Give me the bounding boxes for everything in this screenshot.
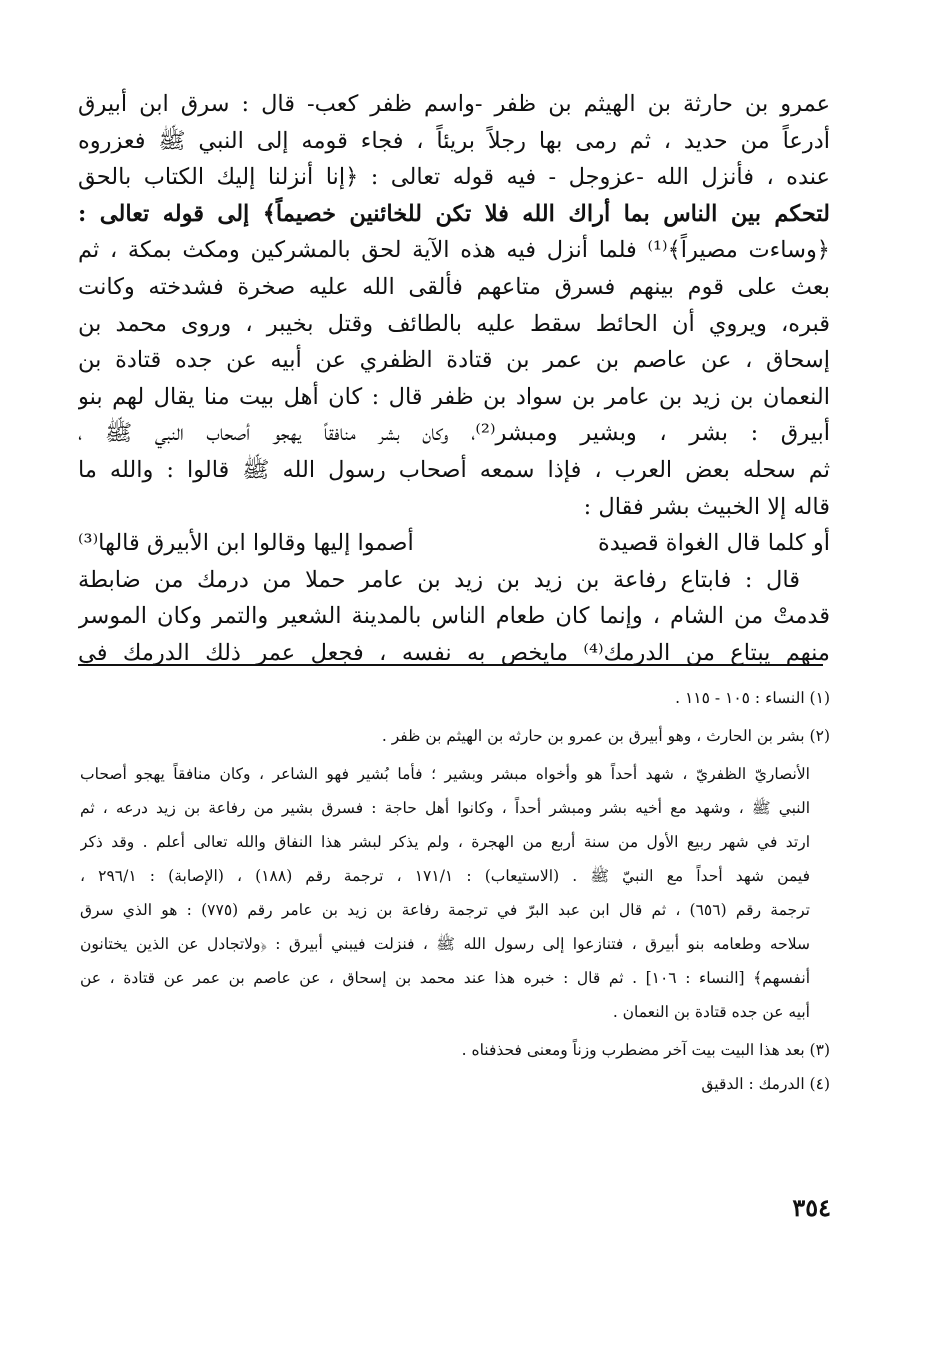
main-line-15: منهم يبتاع من الدرمك⁽⁴⁾ مايخص به نفسه ، فجعل عمر ذلك الدرمك في xyxy=(78,639,830,666)
main-line-2: أدرعاً من حديد ، ثم رمى بها رجلاً بريئاً ، فجاء قومه إلى النبي ﷺ فعزروه xyxy=(78,127,830,154)
footnote-2-line-1: الأنصاريّ الظفريّ ، شهد أحداً هو وأخواه مبشر وبشير ؛ فأما بُشير فهو الشاعر ، وكان منافقاً يهجو أصحاب xyxy=(80,765,810,783)
footnote-2-line-3: ارتد في شهر ربيع الأول من سنة أربع من الهجرة ، ولم يذكر لبشر هذا النفاق والله تعالى أعلم . وقد ذكر xyxy=(80,833,810,851)
poem-verse xyxy=(78,525,830,562)
main-line-8: إسحاق ، عن عاصم بن عمر بن قتادة الظفري عن أبيه عن جده قتادة بن xyxy=(78,347,830,374)
footnote-3: (٣) بعد هذا البيت بيت آخر مضطرب وزناً ومعنى فحذفناه . xyxy=(461,1041,830,1059)
footnote-2-line-4: فيمن شهد أحداً مع النبيّ ﷺ . (الاستيعاب) : ١٧١/١ ، ترجمة رقم (١٨٨) ، (الإصابة) : ٢٩٦/١ ، xyxy=(80,867,811,885)
footnote-2: (٢) بشر بن الحارث ، وهو أبيرق بن عمرو بن حارثه بن الهيثم بن ظفر . xyxy=(381,727,830,745)
footnote-2-line-2: النبي ﷺ ، وشهد مع أخيه بشر ومبشر أحداً ، وكانوا أهل حاجة : فسرق بشير من رفاعة بن زيد درعه ، ثم xyxy=(80,799,810,817)
main-line-10: أبيرق : بشر ، وبشير ومبشر⁽²⁾، وكان بشر منافقاً يهجو أصحاب النبي ﷺ ، xyxy=(78,420,830,447)
footnote-divider xyxy=(78,664,823,666)
poem-first-hemistich: أو كلما قال الغواة قصيدة xyxy=(598,530,830,557)
main-line-6: بعث على قوم بينهم فسرق متاعهم فألقى الله عليه صخرة فشدخته وكانت xyxy=(78,273,830,300)
main-line-12: قاله إلا الخبيث بشر فقال : xyxy=(583,493,830,520)
footnote-2-line-7: أنفسهم﴾ [النساء : ١٠٦] . ثم قال : خبره هذا عند محمد بن إسحاق ، عن عاصم بن عمر عن قتادة ، عن xyxy=(80,969,810,987)
main-line-11: ثم سحله بعض العرب ، فإذا سمعه أصحاب رسول الله ﷺ قالوا : والله ما xyxy=(78,456,830,483)
poem-second-hemistich: أصموا إليها وقالوا ابن الأبيرق قالها⁽³⁾ xyxy=(78,530,414,557)
footnote-4: (٤) الدرمك : الدقيق xyxy=(701,1075,830,1093)
footnote-2-line-5: ترجمة رقم (٦٥٦) ، ثم قال ابن عبد البرّ في ترجمة رفاعة بن زيد بن عامر رقم (٧٧٥) : هو الذي سرق xyxy=(80,901,810,919)
main-line-9: النعمان بن زيد بن عامر بن سواد بن ظفر قال : كان أهل بيت منا يقال لهم بنو xyxy=(78,383,830,410)
main-line-1: عمرو بن حارثة بن الهيثم بن ظفر -واسم ظفر كعب- قال : سرق ابن أبيرق xyxy=(78,91,830,117)
footnote-2-line-8: أبيه عن جده قتادة بن النعمان . xyxy=(612,1003,810,1021)
main-line-14: قدمتْ من الشام ، وإنما كان طعام الناس بالمدينة الشعير والتمر وكان الموسر xyxy=(78,603,830,630)
page-number: ٣٥٤ xyxy=(792,1193,831,1222)
main-line-7: قبره، ويروي أن الحائط سقط عليه بالطائف وقتل بخيبر ، وروى محمد بن xyxy=(78,310,830,337)
main-line-3: عنده ، فأنزل الله -عزوجل - فيه قوله تعالى : ﴿إنا أنزلنا إليك الكتاب بالحق xyxy=(78,164,830,191)
main-line-13: قال : فابتاع رفاعة بن زيد بن زيد بن عامر حملا من درمك من ضابطة xyxy=(78,566,800,593)
main-line-4-quran: لتحكم بين الناس بما أراك الله فلا تكن للخائنين خصيماً﴾ إلى قوله تعالى : xyxy=(78,200,830,227)
main-line-5: ﴿وساءت مصيراً﴾⁽¹⁾ فلما أنزل فيه هذه الآية لحق بالمشركين ومكث بمكة ، ثم xyxy=(78,237,830,264)
footnote-1: (١) النساء : ١٠٥ - ١١٥ . xyxy=(675,689,830,707)
footnotes xyxy=(80,681,830,1101)
footnote-2-line-6: سلاحه وطعامه بنو أبيرق ، فتنازعوا إلى رسول الله ﷺ ، فنزلت فيبني أبيرق : ﴿ولاتجادل عن الذين يختانون xyxy=(80,935,810,953)
main-text xyxy=(78,86,830,672)
